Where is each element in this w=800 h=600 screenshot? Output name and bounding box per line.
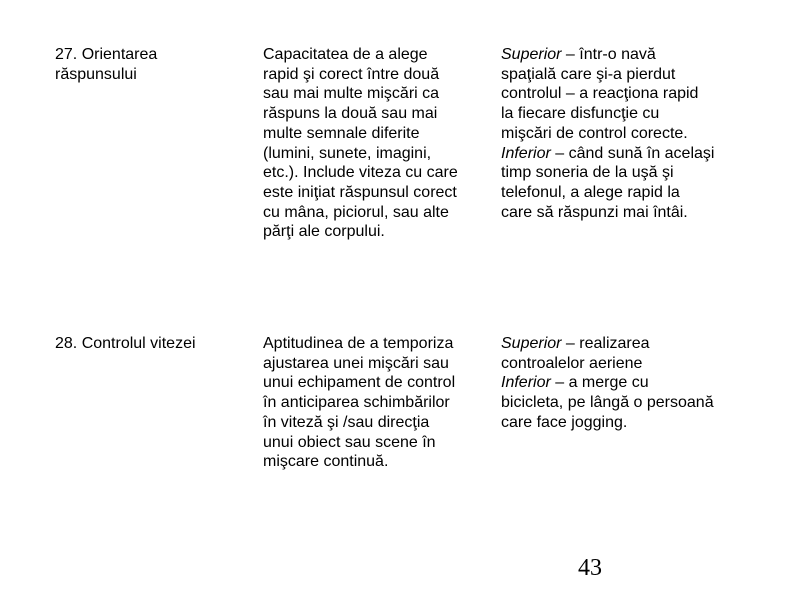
row-28-superior-text: – realizarea controalelor aeriene xyxy=(501,335,650,372)
row-28-description: Aptitudinea de a temporiza ajustarea unei mişcări sau unui echipament de control în anticiparea schimbărilor în viteză şi /sau direcţia unui obiect sau scene în mişcare continuă. xyxy=(263,335,456,471)
row-27-examples xyxy=(501,45,751,222)
row-27-description: Capacitatea de a alege rapid şi corect între două sau mai multe mişcări ca răspuns la două sau mai multe semnale diferite (lumini, sunete, imagini, etc.). Include viteza cu care este iniţiat răspunsul corect cu mâna, piciorul, sau alte părţi ale corpului. xyxy=(263,46,458,241)
row-27-ability-name: 27. Orientarea răspunsului xyxy=(55,46,158,83)
row-28-superior-label: Superior xyxy=(501,335,562,352)
row-27-inferior-label: Inferior xyxy=(501,144,551,162)
row-27-superior-label: Superior xyxy=(501,46,562,63)
row-28-inferior-label: Inferior xyxy=(501,374,551,392)
slide-number: 43 xyxy=(578,555,602,581)
row-27-superior-text: – într-o navă spaţială care şi-a pierdut controlul – a reacţiona rapid la fiecare disfuncţie cu mişcări de control corecte. xyxy=(501,46,699,142)
row-28-examples xyxy=(501,334,751,433)
row-28-ability-name: 28. Controlul vitezei xyxy=(55,335,196,352)
row-28-inferior-text: – a merge cu bicicleta, pe lângă o persoană care face jogging. xyxy=(501,374,714,431)
row-27-inferior-text: – când sună în acelaşi timp soneria de la uşă şi telefonul, a alege rapid la care să răspunzi mai întâi. xyxy=(501,144,715,221)
